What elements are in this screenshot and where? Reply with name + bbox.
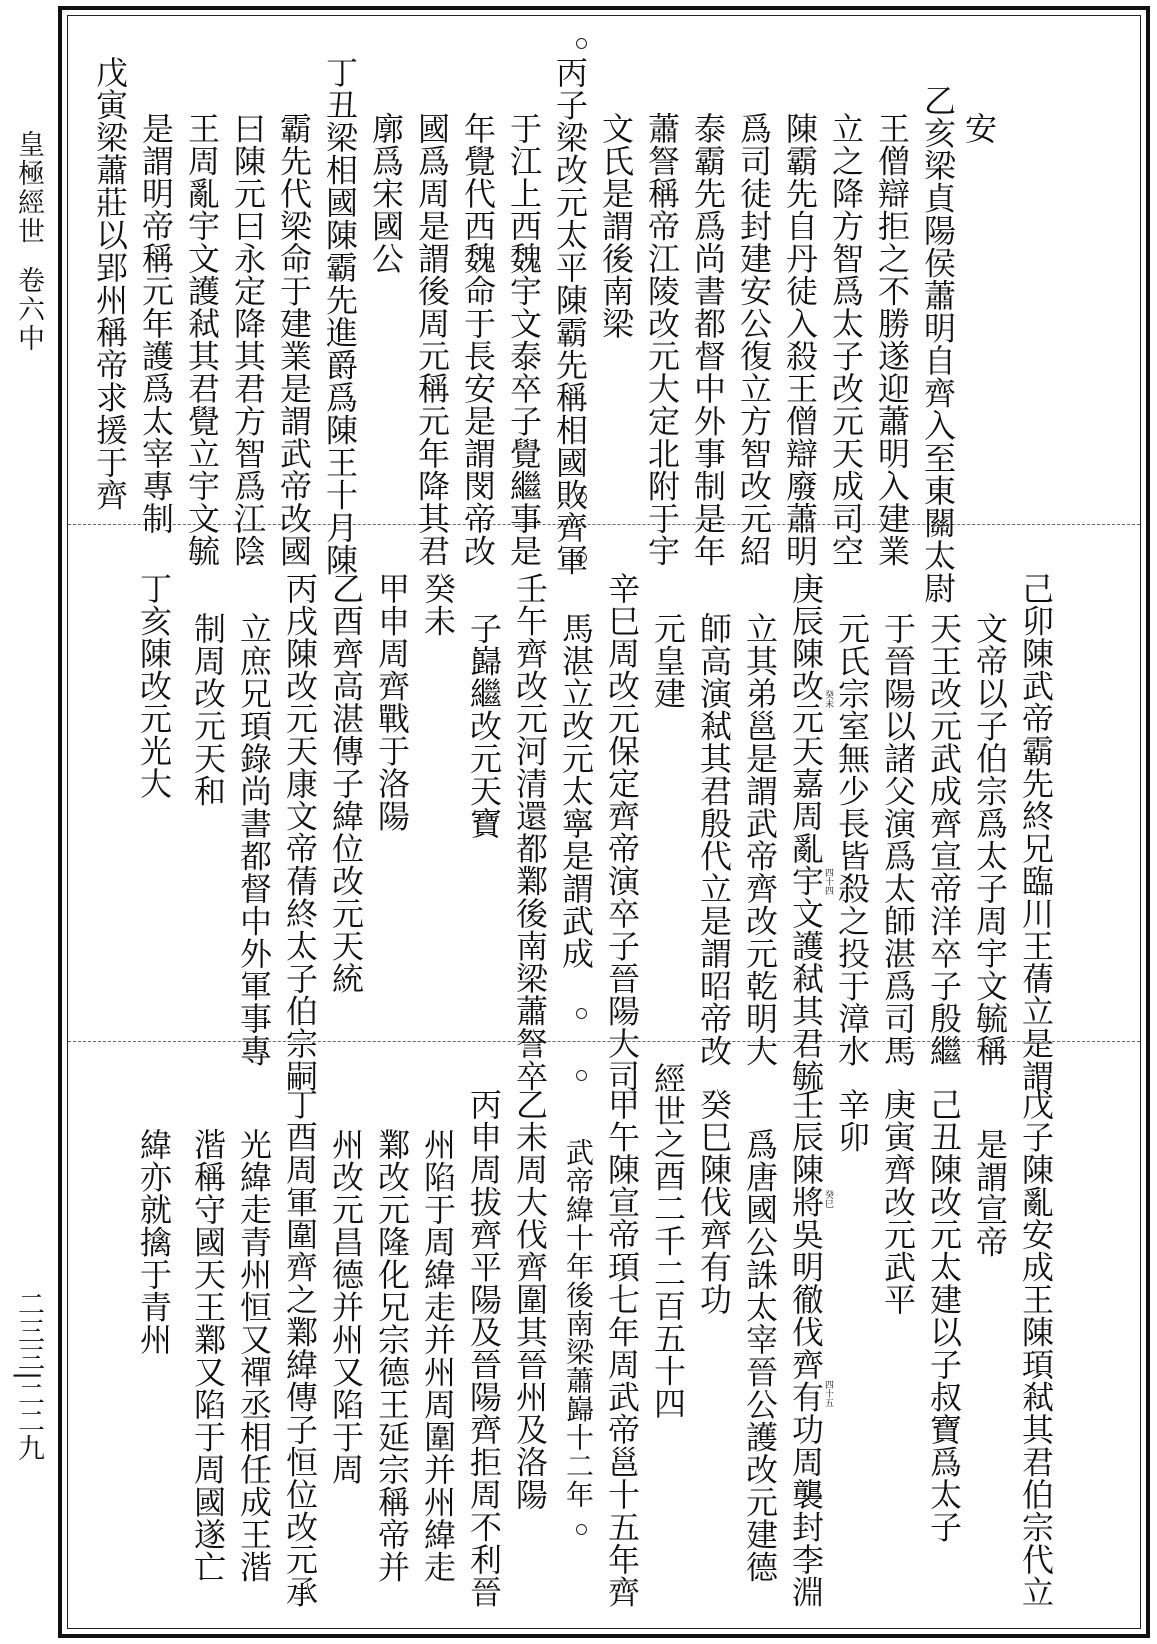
text-column: 州改元昌德并州又陷于周 xyxy=(327,1128,365,1486)
text-column: 壬午齊改元河清還都鄴後南梁蕭詧卒 xyxy=(511,572,549,1092)
text-column: 庚寅齊改元武平 xyxy=(879,1088,917,1316)
text-column: 于晉陽以諸父演爲太師湛爲司馬 xyxy=(879,612,917,1067)
text-column: 己丑陳改元太建以子叔寶爲太子 xyxy=(925,1088,963,1543)
text-column: 廓爲宋國公 xyxy=(367,112,405,275)
text-column: 陳霸先自丹徒入殺王僧辯廢蕭明 xyxy=(781,112,819,567)
text-column: 立庶兄頊錄尚書都督中外軍事專 xyxy=(235,612,273,1067)
text-column: 元氏宗室無少長皆殺之投于漳水 xyxy=(833,612,871,1067)
text-column: 于江上西魏宇文泰卒子覺繼事是 xyxy=(505,112,543,567)
circle-mark xyxy=(576,38,587,49)
text-column: 癸未 xyxy=(419,572,457,637)
text-column: 是謂明帝稱元年護爲太宰專制 xyxy=(137,112,175,535)
margin-page-number: 二三三|二二九 xyxy=(13,1290,44,1462)
text-column: 州陷于周緯走并州周圍并州緯走 xyxy=(419,1128,457,1583)
text-column: 師高演弒其君殷代立是謂昭帝改 xyxy=(695,612,733,1067)
text-column: 馬湛立改元太寧是謂武成 xyxy=(557,612,595,970)
text-column: 鄴改元隆化兄宗德王延宗稱帝并 xyxy=(373,1128,411,1583)
text-column: 安 xyxy=(960,112,998,145)
small-annotation: 四十五 xyxy=(823,1380,833,1407)
text-column: 元皇建 xyxy=(649,612,687,710)
text-column: 王周亂宇文護弒其君覺立宇文毓 xyxy=(183,112,221,567)
circle-mark xyxy=(576,1008,587,1019)
text-column: 庚辰陳改元天嘉周亂宇文護弒其君毓 xyxy=(787,572,825,1092)
circle-mark xyxy=(576,1524,587,1535)
text-column: 甲午陳宣帝頊七年周武帝邕十五年齊 xyxy=(603,1088,641,1608)
text-column: 文帝以子伯宗爲太子周宇文毓稱 xyxy=(971,612,1009,1067)
book-title: 皇極經世 xyxy=(13,130,44,246)
text-column: 壬辰陳將吳明徹伐齊有功周襲封李淵 xyxy=(787,1088,825,1608)
text-column: 蕭詧稱帝江陵改元大定北附于宇 xyxy=(643,112,681,567)
text-column: 辛巳周改元保定齊帝演卒子晉陽大司 xyxy=(603,572,641,1092)
text-column: 立之降方智爲太子改元天成司空 xyxy=(827,112,865,567)
text-column: 丙子梁改元太平陳霸先稱相國敗齊軍 xyxy=(551,56,589,576)
text-column: 己卯陳武帝霸先終兄臨川王蒨立是謂 xyxy=(1017,572,1055,1092)
text-column: 泰霸先爲尚書都督中外事制是年 xyxy=(689,112,727,567)
text-column: 緯亦就擒于青州 xyxy=(135,1128,173,1356)
text-column: 戊子陳亂安成王陳頊弒其君伯宗代立 xyxy=(1017,1088,1055,1608)
text-column: 曰陳元曰永定降其君方智爲江陰 xyxy=(229,112,267,567)
circle-mark xyxy=(576,1070,587,1081)
text-column: 丁丑梁相國陳霸先進爵爲陳王十月陳 xyxy=(321,56,359,576)
text-column: 丙戌陳改元天康文帝蒨終太子伯宗嗣 xyxy=(281,572,319,1092)
text-column: 湝稱守國天王鄴又陷于周國遂亡 xyxy=(189,1128,227,1583)
text-column: 爲唐國公誅太宰晉公護改元建德 xyxy=(741,1128,779,1583)
text-column: 王僧辯拒之不勝遂迎蕭明入建業 xyxy=(873,112,911,567)
text-column: 子巋繼改元天寶 xyxy=(465,612,503,840)
text-column: 丁亥陳改元光大 xyxy=(135,572,173,800)
text-column: 是謂宣帝 xyxy=(971,1128,1009,1258)
text-column: 戊寅梁蕭莊以郢州稱帝求援于齊 xyxy=(91,56,129,511)
text-column: 乙亥梁貞陽侯蕭明自齊入至東關太尉 xyxy=(919,84,957,604)
text-column: 文氏是謂後南梁 xyxy=(597,112,635,340)
text-column: 武帝緯十年後南梁蕭巋十二年 xyxy=(562,1138,595,1509)
text-column: 經世之酉二千二百五十四 xyxy=(649,1062,687,1420)
small-annotation: 癸巳 xyxy=(823,1190,833,1208)
text-column: 乙未周大伐齊圍其晉州及洛陽 xyxy=(511,1088,549,1511)
text-column: 立其弟邕是謂武帝齊改元乾明大 xyxy=(741,612,779,1067)
text-column: 年覺代西魏命于長安是謂閔帝改 xyxy=(459,112,497,567)
text-column: 乙酉齊高湛傳子緯位改元天統 xyxy=(327,572,365,995)
text-column: 丙申周拔齊平陽及晉陽齊拒周不利晉 xyxy=(465,1088,503,1608)
text-column: 國爲周是謂後周元稱元年降其君 xyxy=(413,112,451,567)
text-column: 辛卯 xyxy=(833,1088,871,1153)
text-column: 癸巳陳伐齊有功 xyxy=(695,1088,733,1316)
text-column: 丁酉周軍圍齊之鄴緯傳子恒位改元承 xyxy=(281,1088,319,1608)
text-column: 甲申周齊戰于洛陽 xyxy=(373,572,411,832)
circle-mark xyxy=(576,552,587,563)
text-column: 光緯走青州恒又禪丞相任成王湝 xyxy=(235,1128,273,1583)
small-annotation: 四十四 xyxy=(823,868,833,895)
small-annotation: 癸未 xyxy=(823,690,833,708)
text-column: 制周改元天和 xyxy=(189,612,227,807)
volume-label: 卷六中 xyxy=(13,266,44,353)
margin-book-title xyxy=(6,130,50,353)
text-column: 天王改元武成齊宣帝洋卒子殷繼 xyxy=(925,612,963,1067)
circle-mark xyxy=(576,492,587,503)
text-column: 爲司徒封建安公復立方智改元紹 xyxy=(735,112,773,567)
text-column: 霸先代梁命于建業是謂武帝改國 xyxy=(275,112,313,567)
